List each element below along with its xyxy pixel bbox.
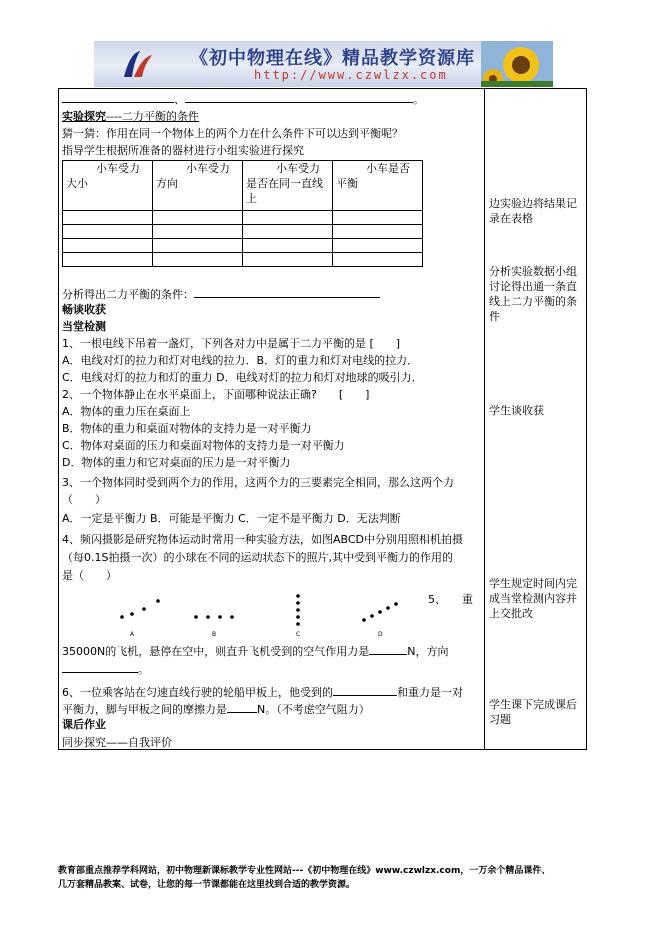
experiment-table bbox=[62, 160, 423, 267]
question-1: 1、一根电线下吊着一盏灯，下列各对力中是属于二力平衡的是 [ ] bbox=[62, 337, 401, 350]
question-2-option-d: D．物体的重力和它对桌面的压力是一对平衡力 bbox=[62, 456, 291, 469]
analysis-line: 分析得出二力平衡的条件： bbox=[62, 287, 380, 302]
question-3: 3、一个物体同时受到两个力的作用，这两个力的三要素完全相同，那么这两个力 bbox=[62, 476, 454, 489]
table-cell[interactable] bbox=[243, 225, 333, 239]
table-cell[interactable] bbox=[333, 211, 423, 225]
table-cell[interactable] bbox=[153, 211, 243, 225]
question-4-line-2: （每0.1S拍摄一次）的小球在不同的运动状态下的照片,其中受到平衡力的作用的 bbox=[62, 551, 453, 564]
question-2-option-c: C．物体对桌面的压力和桌面对物体的支持力是一对平衡力 bbox=[62, 439, 345, 452]
table-cell[interactable] bbox=[243, 211, 333, 225]
figure-label-b: B bbox=[212, 631, 217, 638]
question-4-line-1: 4、频闪摄影是研究物体运动时常用一种实验方法，如图ABCD中分别用照相机拍摄 bbox=[62, 533, 464, 546]
table-cell[interactable] bbox=[243, 239, 333, 253]
banner-title: 《初中物理在线》精品教学资源库 bbox=[190, 48, 475, 69]
strobe-photo-figure bbox=[112, 592, 412, 642]
guide-text: 指导学生根据所准备的器材进行小组实验进行探究 bbox=[62, 144, 304, 157]
side-note-harvest: 学生谈收获 bbox=[489, 404, 544, 417]
top-fill-line: 、 。 bbox=[62, 92, 424, 107]
banner bbox=[94, 41, 553, 87]
side-note-record: 边实验边将结果记录在表格 bbox=[489, 197, 577, 225]
column-divider bbox=[484, 88, 485, 750]
figure-d-dots bbox=[362, 602, 398, 622]
question-2-option-b: B．物体的重力和桌面对物体的支持力是一对平衡力 bbox=[62, 422, 312, 435]
table-cell[interactable] bbox=[333, 225, 423, 239]
question-6-line-2: 平衡力，脚与甲板之间的摩擦力是 N。（不考虑空气阻力） bbox=[62, 703, 370, 716]
question-6-line-1: 6、一位乘客站在匀速直线行驶的轮船甲板上，他受到的 和重力是一对 bbox=[62, 686, 463, 699]
guess-text: 猜一猜：作用在同一个物体上的两个力在什么条件下可以达到平衡呢？ bbox=[62, 127, 403, 140]
table-cell[interactable] bbox=[153, 253, 243, 267]
table-cell[interactable] bbox=[153, 225, 243, 239]
harvest-heading: 畅谈收获 bbox=[62, 303, 106, 316]
table-cell[interactable] bbox=[243, 253, 333, 267]
table-cell[interactable] bbox=[153, 239, 243, 253]
experiment-heading: 实验探究----二力平衡的条件 bbox=[62, 110, 199, 123]
question-3-paren: （ ） bbox=[62, 493, 106, 506]
site-logo-icon bbox=[120, 47, 156, 81]
table-cell[interactable] bbox=[333, 253, 423, 267]
table-header: 小车是否平衡 bbox=[333, 161, 423, 211]
side-note-homework: 学生课下完成课后习题 bbox=[489, 698, 577, 726]
homework-heading: 课后作业 bbox=[62, 718, 106, 731]
sunflower-image bbox=[481, 41, 553, 87]
table-cell[interactable] bbox=[63, 239, 153, 253]
page-footer bbox=[58, 864, 618, 892]
question-1-options-ab: A．电线对灯的拉力和灯对电线的拉力．B．灯的重力和灯对电线的拉力． bbox=[62, 354, 419, 367]
figure-label-d: D bbox=[378, 631, 383, 638]
question-5-number: 5、 bbox=[428, 593, 446, 606]
homework-text: 同步探究——自我评价 bbox=[62, 736, 172, 749]
question-5-line-2: 35000N的飞机，悬停在空中，则直升飞机受到的空气作用力是 N，方向 bbox=[62, 645, 449, 658]
side-note-analyze: 分析实验数据小组讨论得出通一条直线上二力平衡的条件 bbox=[489, 265, 577, 323]
figure-label-a: A bbox=[130, 631, 135, 638]
question-5-word: 重 bbox=[462, 593, 473, 606]
table-cell[interactable] bbox=[63, 225, 153, 239]
table-cell[interactable] bbox=[333, 239, 423, 253]
question-4-line-3: 是（ ） bbox=[62, 569, 117, 582]
figure-a-dots bbox=[120, 599, 160, 619]
table-cell[interactable] bbox=[63, 211, 153, 225]
question-1-options-cd: C．电线对灯的拉力和灯的重力 D．电线对灯的拉力和灯对地球的吸引力． bbox=[62, 371, 423, 384]
footer-line-1: 教育部重点推荐学科网站，初中物理新课标教学专业性网站---《初中物理在线》www.czwlzx.com，一万余个精品课件、 bbox=[58, 866, 551, 876]
banner-url[interactable]: http://www.czwlzx.com bbox=[254, 68, 448, 82]
figure-label-c: C bbox=[296, 631, 301, 638]
figure-b-dots bbox=[194, 615, 234, 619]
question-2-option-a: A．物体的重力压在桌面上 bbox=[62, 405, 191, 418]
question-5-line-3: 。 bbox=[62, 662, 149, 677]
side-note-check: 学生规定时间内完成当堂检测内容并上交批改 bbox=[489, 577, 577, 620]
table-header: 小车受力大小 bbox=[63, 161, 153, 211]
figure-c-dots bbox=[296, 594, 300, 626]
table-header: 小车受力方向 bbox=[153, 161, 243, 211]
footer-line-2: 几万套精品教案、试卷，让您的每一节课都能在这里找到合适的教学资源。 bbox=[58, 880, 356, 890]
question-2: 2、一个物体静止在水平桌面上，下面哪种说法正确? [ ] bbox=[62, 388, 370, 401]
table-cell[interactable] bbox=[63, 253, 153, 267]
question-3-options: A．一定是平衡力 B．可能是平衡力 C．一定不是平衡力 D．无法判断 bbox=[62, 512, 401, 525]
table-header: 小车受力是否在同一直线上 bbox=[243, 161, 333, 211]
check-heading: 当堂检测 bbox=[62, 320, 106, 333]
